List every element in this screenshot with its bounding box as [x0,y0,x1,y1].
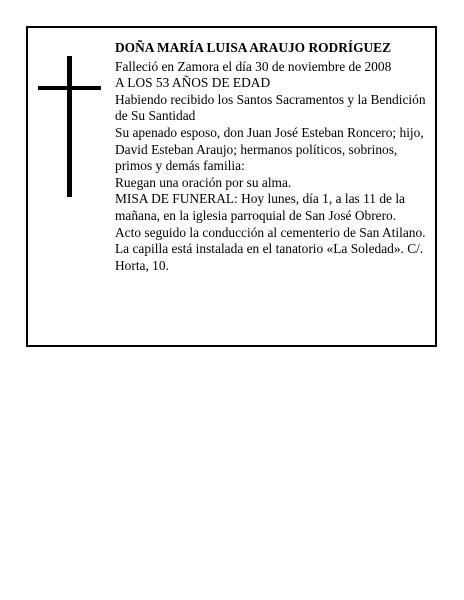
cross-vertical-bar [67,56,72,197]
deceased-name: DOÑA MARÍA LUISA ARAUJO RODRÍGUEZ [115,40,392,55]
family-line: Su apenado esposo, don Juan José Esteban Roncero; hijo, David Esteban Araujo; hermanos políticos, sobrinos, primos y demás familia: [115,124,424,174]
obituary-notice [26,26,437,347]
age-line: A LOS 53 AÑOS DE EDAD [115,75,271,91]
cemetery-line: Acto seguido la conducción al cementerio de San Atilano. [115,224,426,240]
chapel-line: La capilla está instalada en el tanatorio «La Soledad». C/. Horta, 10. [115,241,424,273]
prayer-line: Ruegan una oración por su alma. [115,174,292,190]
sacraments-line: Habiendo recibido los Santos Sacramentos y la Bendición de Su Santidad [115,91,426,124]
notice-text [115,40,433,274]
death-date-line: Falleció en Zamora el día 30 de noviembre de 2008 [115,58,392,74]
funeral-mass-line: MISA DE FUNERAL: Hoy lunes, día 1, a las 11 de la mañana, en la iglesia parroquial de San José Obrero. [115,191,405,223]
cross-horizontal-bar [38,86,101,90]
